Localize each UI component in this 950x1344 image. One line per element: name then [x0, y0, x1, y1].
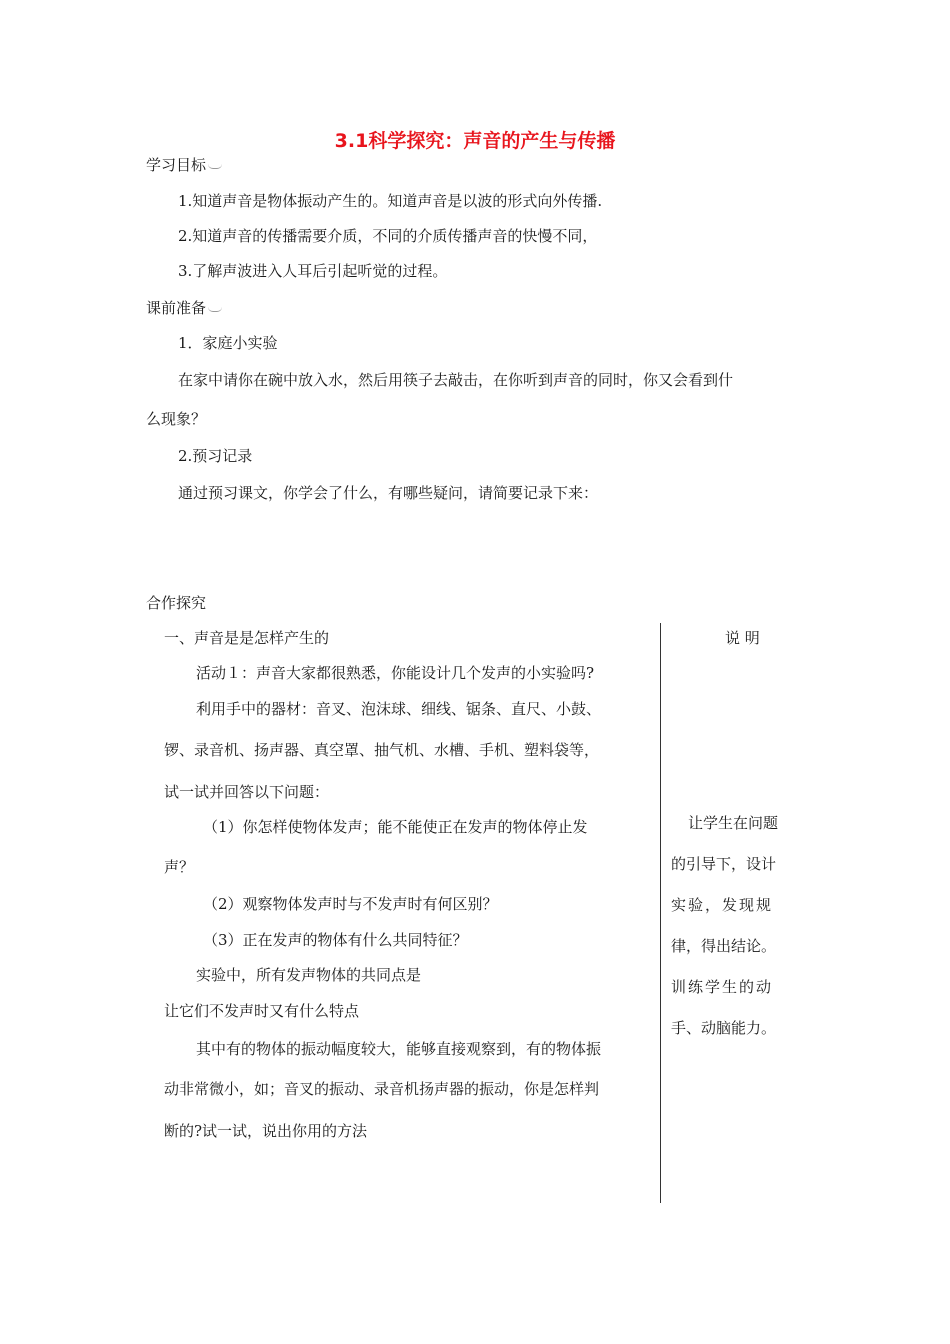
- page-title: 3.1科学探究：声音的产生与传播: [334, 130, 616, 152]
- coop-line-5: 试一试并回答以下问题：: [164, 783, 330, 801]
- coop-line-3: 利用手中的器材：音叉、泡沫球、细线、锯条、直尺、小鼓、: [196, 700, 602, 718]
- objectives-heading: 学习目标: [146, 156, 207, 174]
- coop-line-14: 断的?试一试，说出你用的方法: [164, 1122, 368, 1140]
- prep-item2-text: 通过预习课文，你学会了什么，有哪些疑问，请简要记录下来：: [178, 484, 599, 502]
- coop-line-8: （2）观察物体发声时与不发声时有何区别？: [203, 895, 498, 913]
- coop-line-1: 一、声音是是怎样产生的: [164, 629, 330, 647]
- preparation-heading: 课前准备: [146, 299, 207, 317]
- cooperation-heading: 合作探究: [146, 594, 207, 612]
- note-line-3: 实验，发现规: [671, 896, 774, 914]
- prep-item1-title: 1．家庭小实验: [178, 334, 278, 352]
- prep-item1-line1: 在家中请你在碗中放入水，然后用筷子去敲击，在你听到声音的同时，你又会看到什: [178, 371, 734, 389]
- coop-line-9: （3）正在发声的物体有什么共同特征？: [203, 931, 468, 949]
- coop-line-11: 让它们不发声时又有什么特点: [164, 1002, 360, 1020]
- note-line-5: 训练学生的动: [671, 978, 774, 996]
- note-header: 说 明: [725, 629, 760, 647]
- wavy-underline: [208, 164, 222, 169]
- coop-line-10: 实验中，所有发声物体的共同点是: [196, 966, 422, 984]
- objective-item-3: 3.了解声波进入人耳后引起听觉的过程。: [178, 262, 448, 280]
- objective-item-1: 1.知道声音是物体振动产生的。知道声音是以波的形式向外传播.: [178, 192, 603, 210]
- objective-item-2: 2.知道声音的传播需要介质，不同的介质传播声音的快慢不同，: [178, 227, 598, 245]
- coop-line-7: 声？: [164, 858, 195, 876]
- prep-item2-title: 2.预习记录: [178, 447, 253, 465]
- prep-item1-line2: 么现象？: [146, 410, 207, 428]
- coop-line-13: 动非常微小，如；音叉的振动、录音机扬声器的振动，你是怎样判: [164, 1080, 600, 1098]
- note-line-4: 律，得出结论。: [671, 937, 777, 955]
- coop-line-4: 锣、录音机、扬声器、真空罩、抽气机、水槽、手机、塑料袋等，: [164, 741, 600, 759]
- note-line-2: 的引导下，设计: [671, 855, 777, 873]
- note-line-1: 让学生在问题: [688, 814, 779, 832]
- wavy-underline: [208, 307, 222, 312]
- column-divider: [660, 623, 661, 1203]
- coop-line-12: 其中有的物体的振动幅度较大，能够直接观察到，有的物体振: [196, 1040, 602, 1058]
- coop-line-6: （1）你怎样使物体发声；能不能使正在发声的物体停止发: [203, 818, 588, 836]
- coop-line-2: 活动１：声音大家都很熟悉，你能设计几个发声的小实验吗?: [196, 664, 595, 682]
- note-line-6: 手、动脑能力。: [671, 1019, 777, 1037]
